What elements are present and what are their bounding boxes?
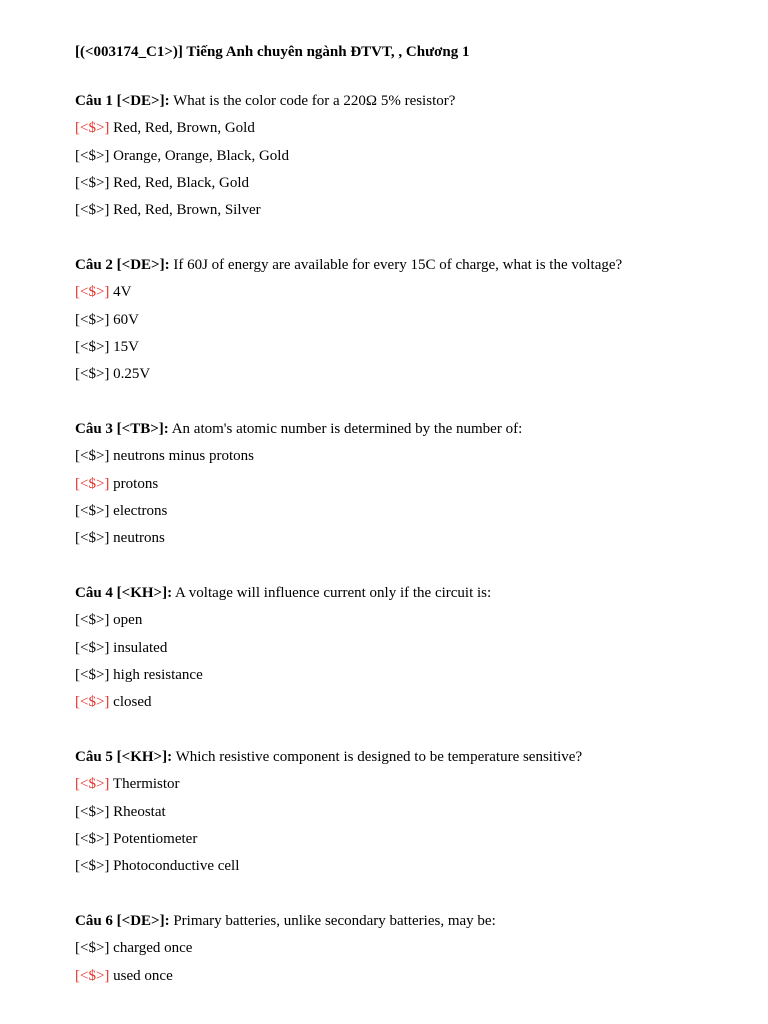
question-label: Câu 1 [<DE>]: (75, 93, 170, 109)
question-block (75, 416, 735, 552)
answer-marker: [<$>] (75, 858, 110, 875)
question-label: Câu 3 [<TB>]: (75, 420, 169, 437)
question-list (75, 88, 735, 990)
question-block (75, 744, 735, 880)
answer-option (75, 607, 735, 634)
answer-option (75, 443, 735, 470)
answer-text: 60V (113, 311, 140, 328)
question-text: Which resistive component is designed to be temperature sensitive? (175, 748, 583, 765)
answer-option (75, 853, 735, 880)
answer-marker: [<$>] (75, 502, 110, 519)
answer-text: Thermistor (112, 776, 180, 793)
question-text: If 60J of energy are available for every 15C of charge, what is the voltage? (173, 256, 623, 273)
question-block (75, 580, 735, 716)
answer-text: 4V (113, 284, 132, 301)
question-line (75, 744, 735, 771)
question-text: An atom's atomic number is determined by the number of: (171, 420, 523, 437)
answer-marker: [<$>] (75, 202, 110, 219)
answer-text: Potentiometer (113, 830, 198, 847)
answer-marker: [<$>] (75, 448, 110, 465)
answer-option (75, 525, 735, 552)
document-title: [(<003174_C1>)] Tiếng Anh chuyên ngành ĐTVT, , Chương 1 (75, 44, 470, 60)
answer-text: Red, Red, Brown, Gold (113, 120, 255, 137)
question-line (75, 908, 735, 935)
answer-marker: [<$>] (75, 639, 110, 656)
answer-option-correct (75, 471, 735, 498)
answer-marker: [<$>] (75, 475, 110, 492)
question-text: Primary batteries, unlike secondary batteries, may be: (173, 912, 496, 929)
answer-option-correct (75, 279, 735, 306)
question-label: Câu 4 [<KH>]: (75, 584, 173, 601)
answer-option (75, 826, 735, 853)
question-line (75, 580, 735, 607)
question-text: A voltage will influence current only if the circuit is: (175, 584, 492, 601)
question-block (75, 88, 735, 224)
answer-marker: [<$>] (75, 284, 110, 301)
answer-text: 15V (113, 338, 140, 355)
question-line (75, 416, 735, 443)
answer-option (75, 361, 735, 388)
answer-text: charged once (113, 940, 193, 957)
answer-marker: [<$>] (75, 147, 110, 164)
answer-marker: [<$>] (75, 803, 110, 820)
answer-option-correct (75, 689, 735, 716)
answer-text: closed (113, 694, 152, 711)
answer-marker: [<$>] (75, 311, 110, 328)
question-line (75, 88, 735, 115)
answer-text: Red, Red, Black, Gold (113, 174, 249, 191)
answer-option-correct (75, 963, 735, 990)
question-block (75, 252, 735, 388)
question-text: What is the color code for a 220Ω 5% resistor? (173, 93, 456, 109)
answer-text: Rheostat (113, 803, 166, 820)
answer-marker: [<$>] (75, 612, 110, 629)
answer-option (75, 307, 735, 334)
answer-option-correct (75, 115, 735, 142)
answer-text: high resistance (113, 666, 203, 683)
answer-text: neutrons (113, 530, 165, 547)
answer-marker: [<$>] (75, 530, 110, 547)
answer-option (75, 799, 735, 826)
answer-option (75, 143, 735, 170)
answer-marker: [<$>] (75, 967, 110, 984)
answer-option (75, 498, 735, 525)
answer-option (75, 662, 735, 689)
question-label: Câu 2 [<DE>]: (75, 256, 170, 273)
answer-text: insulated (113, 639, 168, 656)
answer-marker: [<$>] (75, 120, 110, 137)
answer-marker: [<$>] (75, 366, 110, 383)
answer-text: electrons (113, 502, 168, 519)
answer-marker: [<$>] (75, 338, 110, 355)
answer-option (75, 635, 735, 662)
answer-text: protons (113, 475, 159, 492)
answer-marker: [<$>] (75, 174, 110, 191)
answer-text: Orange, Orange, Black, Gold (113, 147, 289, 164)
answer-option (75, 170, 735, 197)
answer-marker: [<$>] (75, 666, 110, 683)
question-label: Câu 6 [<DE>]: (75, 912, 170, 929)
question-label: Câu 5 [<KH>]: (75, 748, 173, 765)
answer-marker: [<$>] (75, 940, 110, 957)
answer-marker: [<$>] (75, 830, 110, 847)
answer-option (75, 197, 735, 224)
answer-text: 0.25V (113, 366, 151, 383)
answer-text: used once (113, 967, 173, 984)
answer-option (75, 334, 735, 361)
question-line (75, 252, 735, 279)
answer-option (75, 935, 735, 962)
answer-text: neutrons minus protons (113, 448, 255, 465)
answer-option-correct (75, 771, 735, 798)
document-page (75, 40, 735, 1017)
answer-marker: [<$>] (75, 776, 110, 793)
answer-text: Red, Red, Brown, Silver (113, 202, 261, 219)
answer-marker: [<$>] (75, 694, 110, 711)
question-block (75, 908, 735, 990)
answer-text: open (113, 612, 143, 629)
answer-text: Photoconductive cell (113, 858, 240, 875)
